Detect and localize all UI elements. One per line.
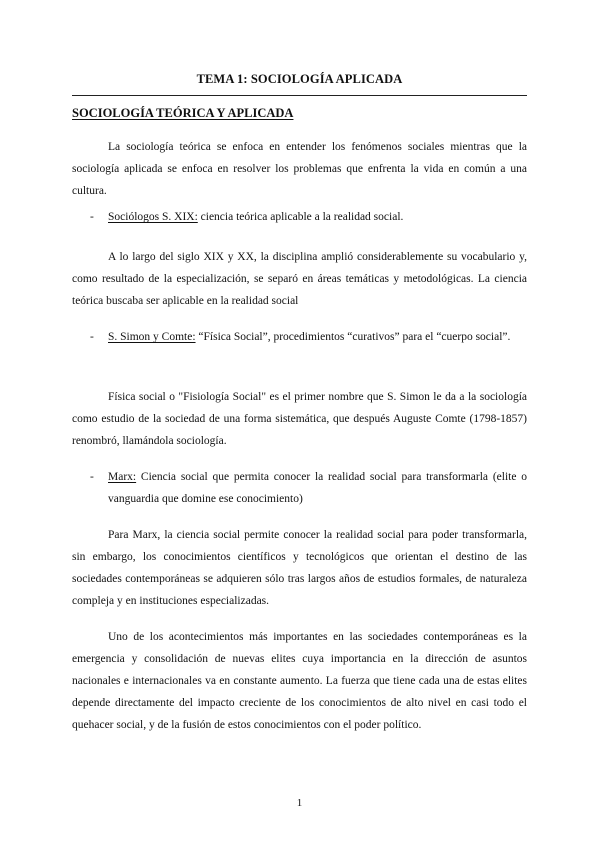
- bullet-description: “Física Social”, procedimientos “curativos” para el “cuerpo social”.: [195, 331, 511, 343]
- bullet-term: Sociólogos S. XIX:: [108, 211, 198, 223]
- bullet-term: S. Simon y Comte:: [108, 331, 196, 343]
- paragraph-4: Para Marx, la ciencia social permite conocer la realidad social para poder transformarla, sin embargo, los conocimientos científicos y tecnológicos que orientan el destino de las sociedades contemporáneas se adquieren sólo tras largos años de estudios formales, de naturaleza compleja y en instituciones especializadas.: [72, 529, 527, 607]
- bullet-text: [90, 206, 527, 228]
- document-title: TEMA 1: SOCIOLOGÍA APLICADA: [196, 72, 403, 86]
- bullet-text: [90, 326, 527, 348]
- paragraph-5: Uno de los acontecimientos más importantes en las sociedades contemporáneas es la emergencia y consolidación de nuevas elites cuya importancia en la dirección de asuntos nacionales e internacionales va en constante aumento. La fuerza que tiene cada una de estas elites depende directamente del impacto creciente de los conocimientos de alto nivel en casi todo el quehacer social, y de la fusión de estos conocimientos con el poder político.: [72, 631, 527, 731]
- bullet-text: [90, 466, 527, 510]
- section-heading: SOCIOLOGÍA TEÓRICA Y APLICADA: [72, 106, 294, 120]
- bullet-term: Marx:: [108, 471, 137, 483]
- bullet-description: Ciencia social que permita conocer la realidad social para transformarla (elite o vanguardia que domine ese conocimiento): [108, 471, 527, 505]
- bullet-dash: -: [90, 331, 94, 343]
- paragraph-1: La sociología teórica se enfoca en entender los fenómenos sociales mientras que la sociología aplicada se enfoca en resolver los problemas que enfrenta la vida en común a una cultura.: [72, 141, 527, 197]
- document-page: [72, 0, 527, 848]
- bullet-description: ciencia teórica aplicable a la realidad social.: [197, 211, 404, 223]
- bullet-dash: -: [90, 471, 94, 483]
- bullet-dash: -: [90, 211, 94, 223]
- paragraph-3: Física social o "Fisiología Social" es el primer nombre que S. Simon le da a la sociología como estudio de la sociedad de una forma sistemática, que después Auguste Comte (1798-1857) renombró, llamándola sociología.: [72, 391, 527, 447]
- title-divider: [72, 95, 527, 96]
- bullet-item-1: [90, 206, 527, 228]
- bullet-item-2: [90, 326, 527, 348]
- page-number: 1: [296, 797, 303, 809]
- paragraph-2: A lo largo del siglo XIX y XX, la disciplina amplió considerablemente su vocabulario y, como resultado de la especialización, se separó en áreas temáticas y metodológicas. La ciencia teórica buscaba ser aplicable en la realidad social: [72, 251, 527, 307]
- bullet-item-3: [90, 466, 527, 510]
